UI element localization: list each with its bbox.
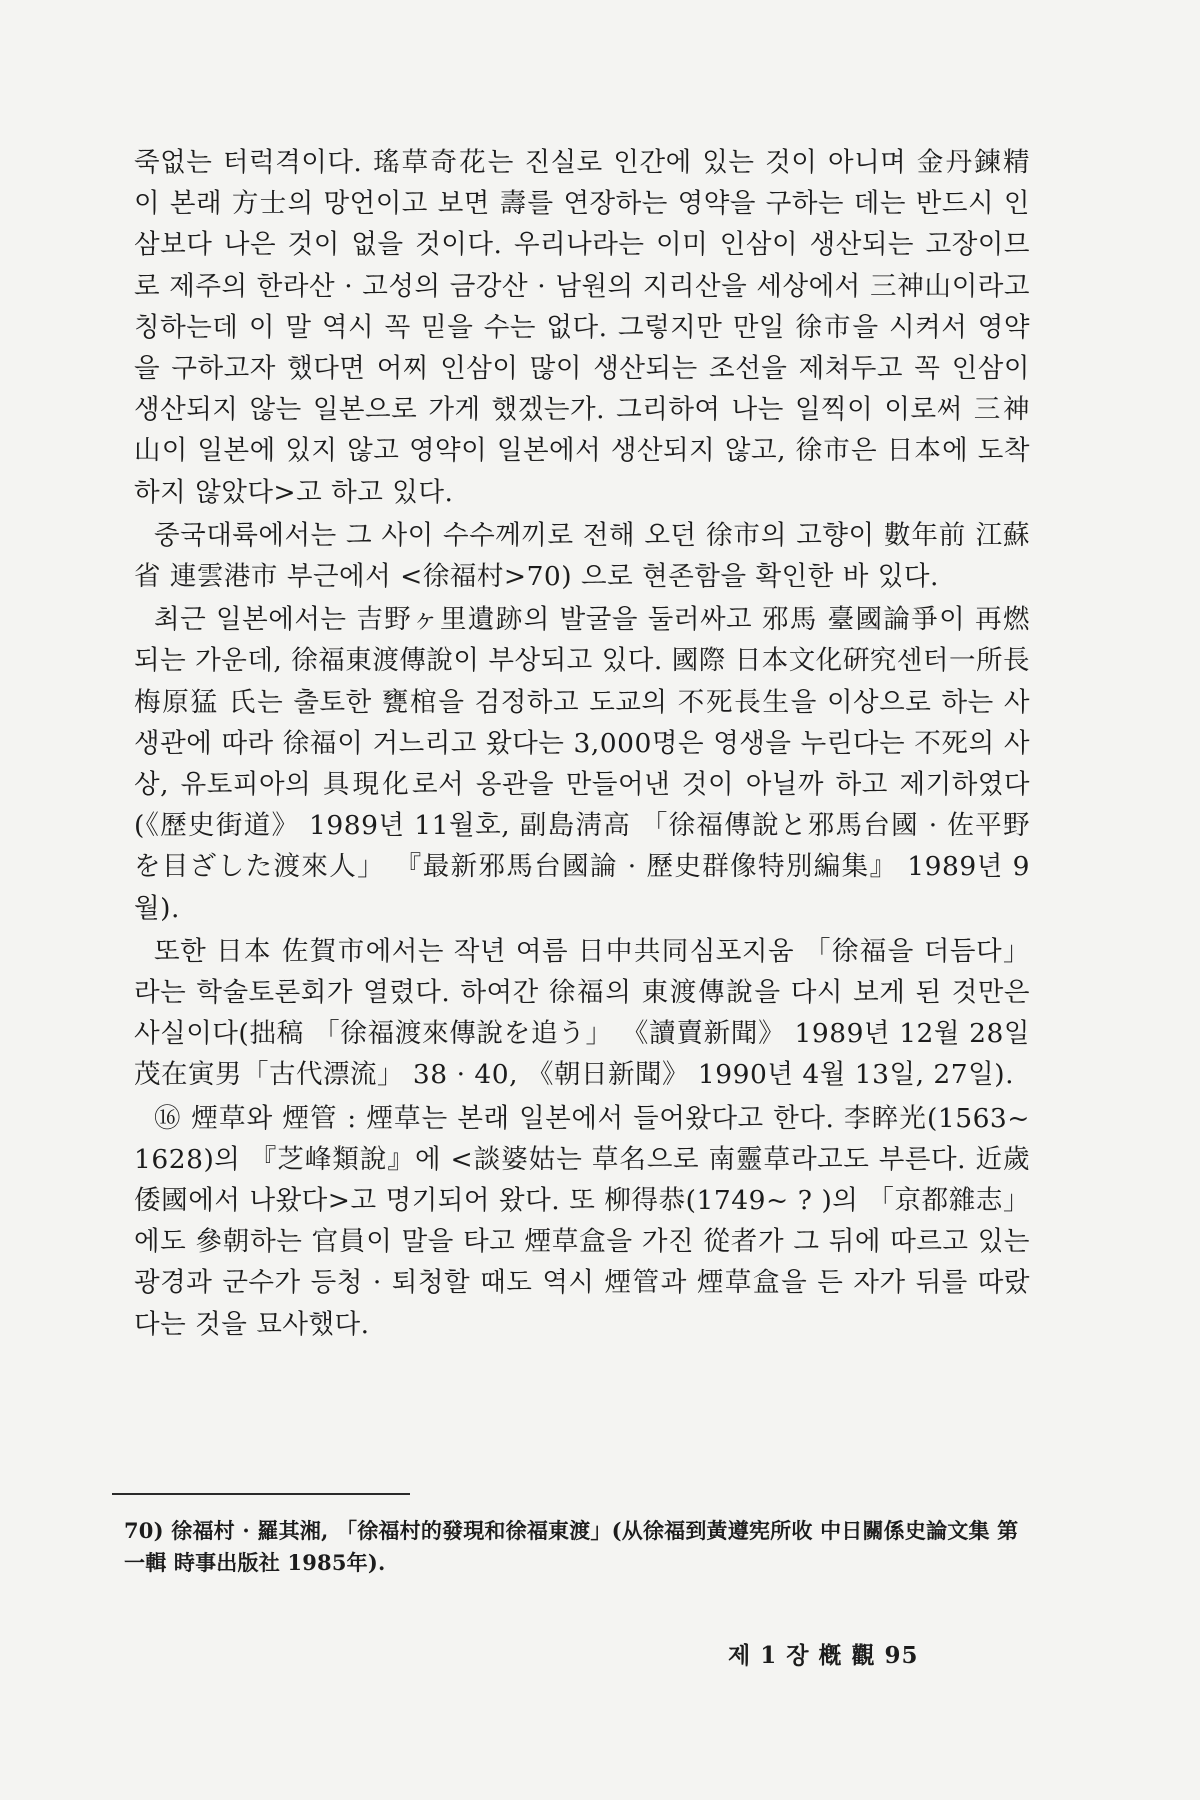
footnote-divider — [112, 1493, 410, 1495]
paragraph-japan-excavation: 최근 일본에서는 吉野ヶ里遺跡의 발굴을 둘러싸고 邪馬 臺國論爭이 再燃되는 가운데, 徐福東渡傳說이 부상되고 있다. 國際 日本文化硏究센터一所長 梅原猛 氏는 출토한 甕棺을 검정하고 도교의 不死長生을 이상으로 하는 사생관에 따라 徐福이 거느리고 왔다는 3,000명은 영생을 누린다는 不死의 사상, 유토피아의 具現化로서 옹관을 만들어낸 것이 아닐까 하고 제기하였다(《歷史街道》 1989년 11월호, 副島淸高 「徐福傳說と邪馬台國 · 佐平野を目ざした渡來人」 『最新邪馬台國論 · 歷史群像特別編集』 1989년 9월). — [134, 604, 1030, 924]
paragraph-tobacco: ⑯ 煙草와 煙管 : 煙草는 본래 일본에서 들어왔다고 한다. 李睟光(1563~1628)의 『芝峰類說』에 <談婆姑는 草名으로 南靈草라고도 부른다. 近歲 倭國에서 나왔다>고 명기되어 왔다. 또 柳得恭(1749~ ? )의 「京都雜志」에도 參朝하는 官員이 말을 타고 煙草盒을 가진 從者가 그 뒤에 따르고 있는 광경과 군수가 등청 · 퇴청할 때도 역시 煙管과 煙草盒을 든 자가 뒤를 따랐다는 것을 묘사했다. — [134, 1102, 1030, 1340]
page-footer: 제 1 장 槪 觀 95 — [728, 1642, 919, 1669]
paragraph-continued: 죽없는 터럭격이다. 瑤草奇花는 진실로 인간에 있는 것이 아니며 金丹鍊精이 본래 方士의 망언이고 보면 壽를 연장하는 영약을 구하는 데는 반드시 인삼보다 나은 것이 없을 것이다. 우리나라는 이미 인삼이 생산되는 고장이므로 제주의 한라산 · 고성의 금강산 · 남원의 지리산을 세상에서 三神山이라고 칭하는데 이 말 역시 꼭 믿을 수는 없다. 그렇지만 만일 徐市을 시켜서 영약을 구하고자 했다면 어찌 인삼이 많이 생산되는 조선을 제쳐두고 꼭 인삼이 생산되지 않는 일본으로 가게 했겠는가. 그리하여 나는 일찍이 이로써 三神山이 일본에 있지 않고 영약이 일본에서 생산되지 않고, 徐市은 日本에 도착하지 않았다>고 하고 있다. — [134, 147, 1030, 508]
paragraph-xu-fu-hometown: 중국대륙에서는 그 사이 수수께끼로 전해 오던 徐市의 고향이 數年前 江蘇省 連雲港市 부근에서 <徐福村>70) 으로 현존함을 확인한 바 있다. — [134, 519, 1030, 593]
paragraph-saga-symposium: 또한 日本 佐賀市에서는 작년 여름 日中共同심포지움 「徐福을 더듬다」라는 학술토론회가 열렸다. 하여간 徐福의 東渡傳說을 다시 보게 된 것만은 사실이다(拙稿 「徐福渡來傳說を追う」 《讀賣新聞》 1989년 12월 28일 茂在寅男「古代漂流」 38 · 40, 《朝日新聞》 1990년 4월 13일, 27일). — [134, 935, 1030, 1091]
body-text — [134, 142, 1030, 1345]
footnote-70: 70) 徐福村 · 羅其湘, 「徐福村的發現和徐福東渡」(从徐福到黃遵宪所收 中日關係史論文集 第一輯 時事出版社 1985年). — [124, 1518, 1019, 1575]
